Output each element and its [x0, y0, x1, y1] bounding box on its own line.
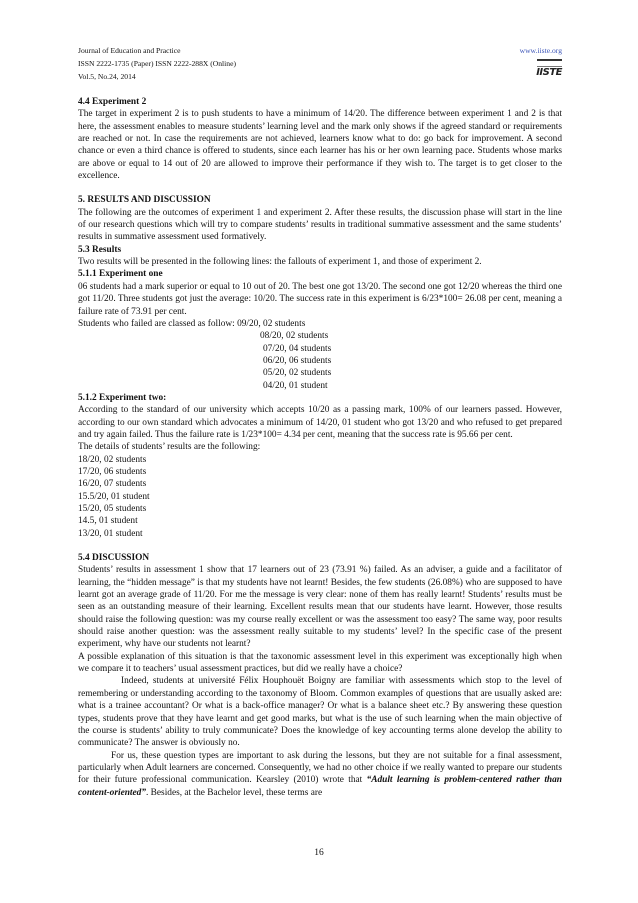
running-header: [78, 44, 562, 83]
paragraph: The target in experiment 2 is to push students to have a minimum of 14/20. The difference between experiment 1 and 2 is that here, the assessment enables to measure students’ learning level and the mark only shows if the agreed standard or requirements are reached or not. In case the requirements are not achieved, learners know what to do: go back for improvement. A second chance or even a third chance is offered to students, since each learner has his or her own learning pace. Students whose marks are above or equal to 14 out of 20 are allowed to improve their performance if they wish to. The target is to get closer to the excellence.: [78, 109, 562, 182]
paragraph: Two results will be presented in the following lines: the fallouts of experiment 1, and those of experiment 2.: [78, 257, 482, 268]
article-body: [78, 96, 562, 799]
section-heading: 4.4 Experiment 2: [78, 97, 147, 107]
list-item: 15.5/20, 01 student: [78, 491, 150, 502]
list-item: 08/20, 02 students: [260, 331, 329, 342]
list-item: 14.5, 01 student: [78, 516, 138, 527]
paragraph: Indeed, students at université Félix Houphouët Boigny are familiar with assessments which stop to the level of remembering or understanding according to the taxonomy of Bloom. Common examples of questions that are usually asked are: what is a trainee accountant? Or what is a back-office manager? Or what is a balance sheet etc.? By answering these question types, students prove that they have learnt and get good marks, but what is the use of such learning when the main objective of the course is students’ ability to truly communicate? Does the knowledge of key accounting terms alone develop the ability to communicate? The answer is obviously no.: [78, 676, 562, 749]
paragraph: According to the standard of our university which accepts 10/20 as a passing mark, 100% of our learners passed. However, according to our own standard which advocates a minimum of 14/20, 01 student who got 13/20 and who refused to get prepared and try again failed. Thus the failure rate is 1/23*100= 4.34 per cent, meaning that the success rate is 95.66 per cent.: [78, 405, 562, 440]
iiste-logo: [537, 59, 562, 81]
list-item: 06/20, 06 students: [263, 355, 332, 366]
subsection-heading: 5.1.1 Experiment one: [78, 269, 163, 280]
list-item: 15/20, 05 students: [78, 504, 147, 514]
list-item: 05/20, 02 students: [263, 368, 332, 379]
paragraph: A possible explanation of this situation is that the taxonomic assessment level in this experiment was exceptionally high when we compare it to teachers’ usual assessment practices, but did we really have a choice?: [78, 651, 562, 675]
paragraph: The following are the outcomes of experiment 1 and experiment 2. After these results, the discussion phase will start in the line of our research questions which will try to compare students’ results in traditional summative assessment and the same students’ results in summative assessment used formatively.: [78, 207, 562, 243]
section-heading: 5.3 Results: [78, 244, 122, 255]
journal-url-link[interactable]: www.iiste.org: [519, 46, 562, 55]
subsection-heading: 5.1.2 Experiment two:: [78, 392, 167, 403]
page-number: 16: [314, 848, 324, 858]
failed-intro: Students who failed are classed as follow: 09/20, 02 students: [78, 318, 306, 329]
details-intro: The details of students’ results are the following:: [78, 442, 261, 453]
section-heading: 5.4 DISCUSSION: [78, 553, 150, 564]
section-heading: 5. RESULTS AND DISCUSSION: [78, 195, 211, 206]
list-item: 17/20, 06 students: [78, 466, 147, 477]
journal-volume: Vol.5, No.24, 2014: [78, 72, 136, 81]
kearsley-quote: “Adult learning is problem-centered rather than content-oriented”: [78, 775, 562, 798]
journal-name: Journal of Education and Practice: [78, 46, 181, 55]
journal-issn: ISSN 2222-1735 (Paper) ISSN 2222-288X (Online): [78, 59, 236, 68]
paragraph: Students’ results in assessment 1 show that 17 learners out of 23 (73.91 %) failed. As an adviser, a guide and a facilitator of learning, the “hidden message” is that my students have not learnt! Besides, the few students (26.08%) who are supposed to have learnt got an average grade of 11/20. For me the message is very clear: none of them has really learnt! Students’ results must be seen as an outstanding measure of their learning. Excellent results mean that our students have learnt. However, those results should raise the following question: was my course really excellent or was the assessment too easy? The same way, poor results should raise another question: was the assessment really suitable to my students’ level? In the specific case of the present experiment, why have our students not learnt?: [78, 565, 562, 650]
list-item: 16/20, 07 students: [78, 479, 147, 490]
logo-text: IISTE: [536, 67, 562, 78]
list-item: 04/20, 01 student: [263, 380, 328, 391]
paragraph: 06 students had a mark superior or equal to 10 out of 20. The best one got 13/20. The second one got 12/20 whereas the third one got 11/20. Three students got just the average: 10/20. The success rate in this experiment is 6/23*100= 26.08 per cent, meaning a failure rate of 73.91 per cent.: [78, 281, 562, 317]
paragraph-text: For us, these question types are important to ask during the lessons, but they are not suitable for a final assessment, particularly when Adult learners are concerned. Consequently, we had no other choice if we really wanted to prepare our students for their future professional communication. Kearsley (2010) wrote that: [78, 750, 562, 786]
list-item: 13/20, 01 student: [78, 528, 143, 539]
list-item: 18/20, 02 students: [78, 454, 147, 465]
paragraph-text: . Besides, at the Bachelor level, these terms are: [146, 787, 323, 798]
list-item: 07/20, 04 students: [263, 343, 332, 354]
paragraph: [78, 750, 562, 799]
